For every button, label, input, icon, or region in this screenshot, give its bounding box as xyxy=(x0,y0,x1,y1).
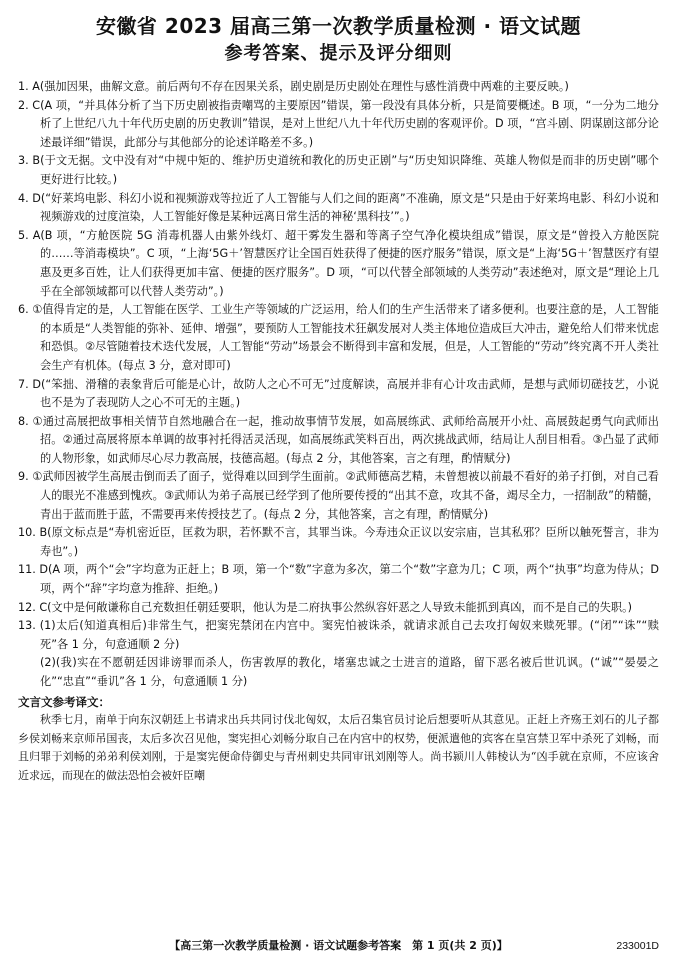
footer-page-info: 【高三第一次教学质量检测 · 语文试题参考答案 第 1 页(共 2 页)】 xyxy=(169,939,508,952)
translation-heading: 文言文参考译文： xyxy=(18,694,110,709)
translation-text: 秋季七月，南单于向东汉朝廷上书请求出兵共同讨伐北匈奴，太后召集官员讨论后想要听从其意见。正赶上齐殇王刘石的儿子都乡侯刘畅来京师吊国丧，太后多次召见他，窦宪担心刘畅分取自己在内宫中的权势，便派遣他的宾客在皇宫禁卫军中杀死了刘畅，而且归罪于刘畅的弟弟利侯刘刚，于是窦宪便命侍御史与青州刺史共同审讯刘刚等人。尚书颍川人韩棱认为“凶手就在京师，不应该舍近求远，而现在的做法恐怕会被奸臣嘲 xyxy=(18,713,659,782)
answer-item-3: 3. B(于文无据。文中没有对“中规中矩的、维护历史道统和教化的历史正剧”与“历史知识降维、英雄人物似是而非的历史剧”哪个更好进行比较。) xyxy=(18,154,659,186)
answer-item-2: 2. C(A 项，“并具体分析了当下历史剧被指责嘲骂的主要原因”错误，第一段没有具体分析，只是简要概述。B 项，“一分为二地分析了上世纪八九十年代历史剧的历史教训”错误，是对上世纪八九十年代历史剧的客观评价。D 项，“宫斗剧、阴谋剧这部分论述最详细”错误，此部分与其他部分的论述详略差不多。) xyxy=(18,98,659,149)
answer-item-8: 8. ①通过高展把故事相关情节自然地融合在一起，推动故事情节发展，如高展练武、武师给高展开小灶、高展鼓起勇气向武师出招。②通过高展将原本单调的故事衬托得活灵活现，如高展练武笑料百出，两次挑战武师，结局让人刮目相看。③凸显了武师的人物形象，如武师尽心尽力教高展，技德高超。(每点 2 分，其他答案，言之有理，酌情赋分) xyxy=(18,414,659,465)
answer-item-5: 5. A(B 项，“方舱医院 5G 消毒机器人由紫外线灯、超干雾发生器和等离子空气净化模块组成”错误，原文是“曾投入方舱医院的……等消毒模块”。C 项，“上海‘5G＋’智慧医疗让全国百姓获得了便捷的医疗服务”错误，原文是“上海‘5G＋’智慧医疗有望惠及更多百姓，让人们获得更加丰富、便捷的医疗服务”。D 项，“可以代替全部领域的人类劳动”表述绝对，原文是“理论上几乎在全部领域都可以代替人类劳动”。) xyxy=(18,228,659,298)
footer-doc-code: 233001D xyxy=(616,940,659,952)
answer-item-1: 1. A(强加因果，曲解文意。前后两句不存在因果关系，剧史剧是历史剧处在理性与感性消费中两难的主要反映。) xyxy=(18,80,569,93)
page-footer xyxy=(18,936,659,956)
answer-item-11: 11. D(A 项，两个“会”字均意为正赶上；B 项，第一个“数”字意为多次，第二个“数”字意为几；C 项，两个“执事”均意为侍从；D 项，两个“辞”字均意为推辞、拒绝。) xyxy=(18,563,659,596)
answer-item-9: 9. ①武师因被学生高展击倒而丢了面子，觉得难以回到学生面前。②武师德高艺精，未曾想被以前最不看好的弟子打倒，对自己看人的眼光不准感到愧疚。③武师认为弟子高展已经学到了他所要传授的“出其不意，攻其不备，竭尽全力，一招制敌”的精髓，青出于蓝而胜于蓝，不需要再来传授技艺了。(每点 2 分，其他答案，言之有理，酌情赋分) xyxy=(18,470,659,521)
answer-list xyxy=(18,78,659,786)
document-title: 安徽省 2023 届高三第一次教学质量检测 · 语文试题 xyxy=(95,14,582,38)
answer-item-13: 13. (1)太后(知道真相后)非常生气，把窦宪禁闭在内宫中。窦宪怕被诛杀，就请求派自己去攻打匈奴来赎死罪。(“闭”“诛”“赎死”各 1 分，句意通顺 2 分) xyxy=(18,619,659,651)
answer-item-4: 4. D(“好莱坞电影、科幻小说和视频游戏等拉近了人工智能与人们之间的距离”不准确，原文是“只是由于好莱坞电影、科幻小说和视频游戏的过度渲染，人工智能好像是某种远离日常生活的神秘‘黑科技’”。) xyxy=(18,191,659,224)
answer-item-13-part-2: (2)(我)实在不愿朝廷因诽谤罪而杀人，伤害敦厚的教化，堵塞忠诚之士进言的道路，留下恶名被后世讥讽。(“诚”“晏晏之化”“忠直”“垂讥”各 1 分，句意通顺 1 分) xyxy=(40,656,659,688)
answer-item-7: 7. D(“笨拙、滑稽的表象背后可能是心计，故防人之心不可无”过度解读，高展并非有心计攻击武师，是想与武师切磋技艺，小说也不是为了表现防人之心不可无的主题。) xyxy=(18,377,659,410)
answer-item-12: 12. C(文中是何敞谦称自己充数担任朝廷要职，他认为是二府执事公然纵容奸恶之人导致未能抓到真凶，而不是自己的失职。) xyxy=(18,600,633,614)
document-subtitle: 参考答案、提示及评分细则 xyxy=(224,43,453,64)
answer-item-10: 10. B(原文标点是“寿机密近臣，匡救为职，若怀默不言，其罪当诛。今寿违众正议以安宗庙，岂其私邪？臣所以触死誓言，非为寿也”。) xyxy=(18,526,659,558)
answer-item-6: 6. ①值得肯定的是，人工智能在医学、工业生产等领域的广泛运用，给人们的生产生活带来了诸多便利。也要注意的是，人工智能的本质是“人类智能的弥补、延伸、增强”，要预防人工智能技术狂飙发展对人类主体地位造成巨大冲击，避免给人们带来忧虑和恐惧。②尽管随着技术迭代发展，人工智能“劳动”场景会不断得到丰富和发展，但是，人工智能的“劳动”终究离不开人类社会生产有机体。(每点 3 分，意对即可) xyxy=(18,303,659,372)
